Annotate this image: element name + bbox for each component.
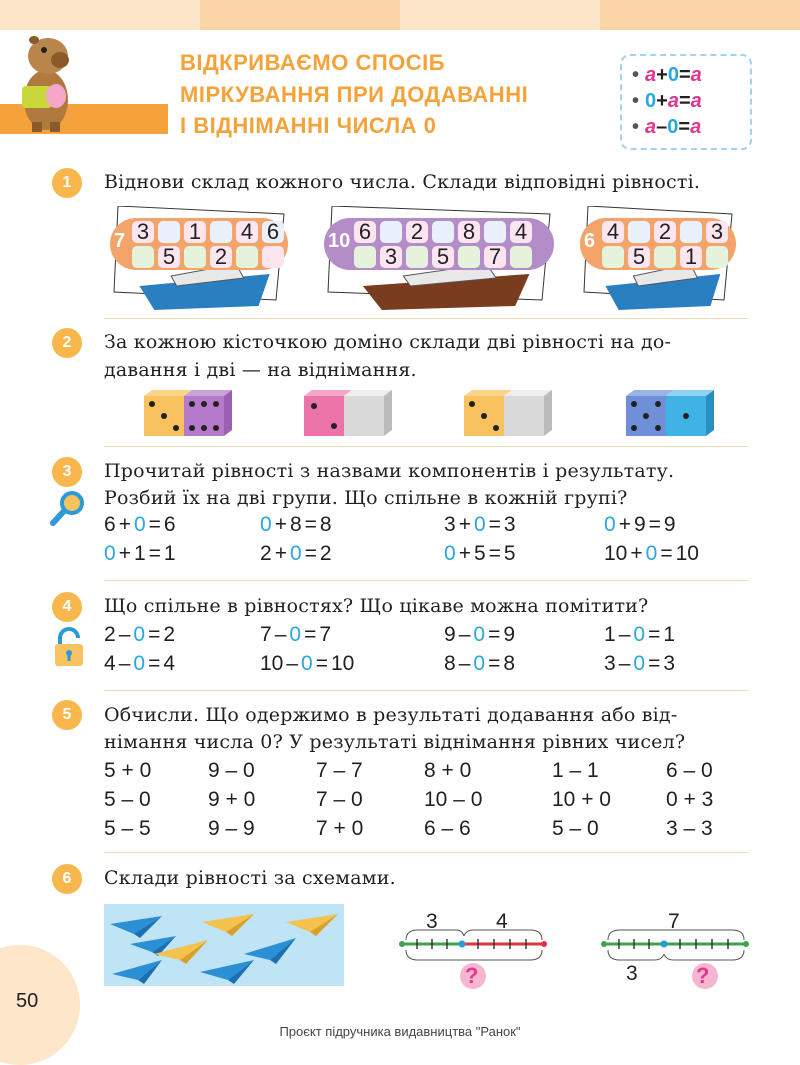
boat-1-top-cell: 4 <box>236 221 258 243</box>
lesson-title-line-2: МІРКУВАННЯ ПРИ ДОДАВАННІ <box>180 82 529 107</box>
eq-token: = <box>148 513 161 536</box>
expression: 7 – 7 <box>316 759 363 782</box>
separator-1 <box>104 318 748 319</box>
boat-1-bottom-cell <box>132 246 154 268</box>
eq-token: 7 <box>319 623 332 646</box>
top-band-3 <box>400 0 600 30</box>
scheme-1-left-label: 3 <box>426 910 438 933</box>
boat-2-top-cell: 2 <box>406 221 428 243</box>
equation <box>104 513 176 537</box>
eq-token: + <box>618 513 631 536</box>
boat-2-top-cell: 8 <box>458 221 480 243</box>
eq-token: 0 <box>604 513 616 536</box>
eq-token: + <box>274 513 287 536</box>
eq-token: = <box>648 623 661 646</box>
eq-token: 1 <box>163 542 176 565</box>
separator-5 <box>104 852 748 853</box>
eq-token: 3 <box>663 652 676 675</box>
equation <box>444 542 516 566</box>
task-4-number: 4 <box>52 592 82 622</box>
page-corner <box>0 945 80 1065</box>
eq-token: 0 <box>104 542 116 565</box>
eq-token: 3 <box>604 652 616 675</box>
eq-token: = <box>304 513 317 536</box>
task-4-text: Що спільне в рівностях? Що цікаве можна помітити? <box>104 595 649 617</box>
task-6-number: 6 <box>52 864 82 894</box>
rule-2: • 0+a=a <box>632 90 702 112</box>
eq-token: 0 <box>633 623 646 646</box>
separator-2 <box>104 446 748 447</box>
scheme-2-top-label: 7 <box>668 910 680 933</box>
boat-1-bottom-cell <box>262 246 284 268</box>
eq-token: 0 <box>473 652 486 675</box>
equation <box>444 623 515 647</box>
task-1-text: Віднови склад кожного числа. Склади відповідні рівності. <box>104 171 701 193</box>
boat-1-top-cell: 1 <box>184 221 206 243</box>
top-band-4 <box>600 0 800 30</box>
eq-token: + <box>630 542 643 565</box>
eq-token: 9 <box>503 623 516 646</box>
eq-token: 1 <box>604 623 616 646</box>
equation <box>604 542 699 566</box>
eq-token: 3 <box>503 513 516 536</box>
expression: 9 + 0 <box>208 788 256 811</box>
eq-token: – <box>274 623 287 646</box>
eq-token: 0 <box>645 542 658 565</box>
expression: 9 – 0 <box>208 759 255 782</box>
equation <box>260 652 354 676</box>
eq-token: 8 <box>319 513 332 536</box>
rule-1: • a+0=a <box>632 64 702 86</box>
equation <box>104 652 175 676</box>
expression: 5 – 5 <box>104 817 151 840</box>
boat-2-total: 10 <box>328 230 351 252</box>
eq-token: 0 <box>633 652 646 675</box>
eq-token: = <box>315 652 328 675</box>
eq-token: – <box>118 652 131 675</box>
eq-token: 0 <box>473 623 486 646</box>
scheme-1-unknown: ? <box>465 963 479 988</box>
equation <box>260 623 331 647</box>
task-5-number: 5 <box>52 700 82 730</box>
task-1-number: 1 <box>52 168 82 198</box>
eq-token: – <box>458 652 471 675</box>
expression: 8 + 0 <box>424 759 472 782</box>
expression: 6 – 6 <box>424 817 471 840</box>
boat-2-bottom-cell <box>354 246 376 268</box>
domino-1-icon <box>140 388 236 440</box>
eq-token: = <box>488 623 501 646</box>
task-2-line-2: давання і дві — на віднімання. <box>104 359 417 381</box>
boat-2-top-cell: 6 <box>354 221 376 243</box>
boat-2-top-cell: 4 <box>510 221 532 243</box>
domino-4-icon <box>622 388 718 440</box>
expression: 5 – 0 <box>552 817 599 840</box>
eq-token: 1 <box>133 542 146 565</box>
separator-4 <box>104 690 748 691</box>
eq-token: 10 <box>331 652 355 675</box>
task-3-line-1: Прочитай рівності з назвами компонентів і результату. <box>104 460 675 482</box>
boat-2-bottom-cell <box>406 246 428 268</box>
boat-2-top-cell <box>380 221 402 243</box>
top-band-2 <box>200 0 400 30</box>
boat-3-bottom-cell: 1 <box>680 246 702 268</box>
boat-3-top-cell: 3 <box>706 221 728 243</box>
eq-token: 0 <box>289 623 302 646</box>
eq-token: = <box>648 513 661 536</box>
eq-token: 8 <box>289 513 302 536</box>
boat-1-total: 7 <box>114 230 126 252</box>
paper-planes-picture <box>104 904 344 986</box>
task-5-line-1: Обчисли. Що одержимо в результаті додавання або від- <box>104 704 678 726</box>
eq-token: 2 <box>104 623 116 646</box>
boat-2-bottom-cell <box>458 246 480 268</box>
eq-token: + <box>458 513 471 536</box>
boat-1-top-cell: 3 <box>132 221 154 243</box>
boat-1-top-cell <box>210 221 232 243</box>
eq-token: 1 <box>663 623 676 646</box>
capybara-mascot-icon <box>14 34 78 134</box>
eq-token: = <box>148 542 161 565</box>
eq-token: 6 <box>163 513 176 536</box>
boat-1-bottom-cell <box>236 246 258 268</box>
boat-2-bottom-cell <box>510 246 532 268</box>
expression: 3 – 3 <box>666 817 713 840</box>
eq-token: = <box>648 652 661 675</box>
magnifier-icon <box>48 490 86 528</box>
eq-token: 4 <box>104 652 116 675</box>
eq-token: 5 <box>473 542 486 565</box>
eq-token: 2 <box>260 542 272 565</box>
eq-token: 0 <box>133 623 146 646</box>
task-5-line-2: німання числа 0? У результаті віднімання рівних чисел? <box>104 731 686 753</box>
equation <box>444 513 516 537</box>
eq-token: 0 <box>301 652 313 675</box>
boat-1-top-cell <box>158 221 180 243</box>
boat-2-bottom-cell: 5 <box>432 246 454 268</box>
eq-token: = <box>488 542 501 565</box>
expression: 7 + 0 <box>316 817 364 840</box>
eq-token: 0 <box>289 542 302 565</box>
eq-token: = <box>660 542 673 565</box>
boat-1-top-cell: 6 <box>262 221 284 243</box>
eq-token: 6 <box>104 513 116 536</box>
eq-token: 4 <box>163 652 176 675</box>
equation <box>104 623 175 647</box>
domino-2-icon <box>300 388 396 440</box>
lesson-title-line-3: І ВІДНІМАННІ ЧИСЛА 0 <box>180 113 437 138</box>
eq-token: = <box>304 623 317 646</box>
boat-3-top-cell: 4 <box>602 221 624 243</box>
page-number: 50 <box>16 990 39 1012</box>
padlock-icon <box>52 626 86 668</box>
eq-token: = <box>304 542 317 565</box>
boat-1-bottom-cell: 5 <box>158 246 180 268</box>
eq-token: – <box>286 652 299 675</box>
expression: 7 – 0 <box>316 788 363 811</box>
expression: 9 – 9 <box>208 817 255 840</box>
eq-token: 0 <box>260 513 272 536</box>
eq-token: + <box>458 542 471 565</box>
boat-1-bottom-cell <box>184 246 206 268</box>
equation <box>604 513 676 537</box>
eq-token: 3 <box>444 513 456 536</box>
boat-2-top-cell <box>432 221 454 243</box>
task-3-line-2: Розбий їх на дві групи. Що спільне в кожній групі? <box>104 487 628 509</box>
domino-3-icon <box>460 388 556 440</box>
rule-3: • a–0=a <box>632 116 702 138</box>
scheme-2-unknown: ? <box>696 963 710 988</box>
eq-token: 9 <box>444 623 456 646</box>
boat-3-bottom-cell <box>654 246 676 268</box>
boat-3-bottom-cell <box>602 246 624 268</box>
eq-token: – <box>118 623 131 646</box>
eq-token: – <box>458 623 471 646</box>
eq-token: 9 <box>633 513 646 536</box>
eq-token: = <box>148 652 161 675</box>
task-2-line-1: За кожною кісточкою доміно склади дві рівності на до- <box>104 331 672 353</box>
boat-3-top-cell <box>680 221 702 243</box>
eq-token: = <box>488 652 501 675</box>
eq-token: 5 <box>503 542 516 565</box>
eq-token: 7 <box>260 623 272 646</box>
eq-token: = <box>148 623 161 646</box>
task-2-number: 2 <box>52 328 82 358</box>
eq-token: – <box>618 623 631 646</box>
boat-2-bottom-cell: 3 <box>380 246 402 268</box>
top-band-1 <box>0 0 200 30</box>
eq-token: 2 <box>319 542 332 565</box>
eq-token: 8 <box>444 652 456 675</box>
eq-token: = <box>488 513 501 536</box>
scheme-1-right-label: 4 <box>496 910 508 933</box>
equation <box>444 652 515 676</box>
eq-token: 0 <box>473 513 486 536</box>
expression: 0 + 3 <box>666 788 714 811</box>
expression: 5 + 0 <box>104 759 152 782</box>
eq-token: + <box>118 513 131 536</box>
expression: 1 – 1 <box>552 759 599 782</box>
scheme-2-left-label: 3 <box>626 962 638 985</box>
boat-3-bottom-cell <box>706 246 728 268</box>
equation <box>260 513 332 537</box>
eq-token: 0 <box>133 513 146 536</box>
lesson-title-line-1: ВІДКРИВАЄМО СПОСІБ <box>180 50 446 75</box>
eq-token: – <box>618 652 631 675</box>
separator-3 <box>104 580 748 581</box>
boat-3-total: 6 <box>584 230 596 252</box>
expression: 5 – 0 <box>104 788 151 811</box>
eq-token: 10 <box>604 542 628 565</box>
boat-2-top-cell <box>484 221 506 243</box>
equation <box>104 542 176 566</box>
equation <box>260 542 332 566</box>
eq-token: 10 <box>675 542 699 565</box>
eq-token: 8 <box>503 652 516 675</box>
eq-token: 2 <box>163 623 176 646</box>
task-3-number: 3 <box>52 457 82 487</box>
boat-1-bottom-cell: 2 <box>210 246 232 268</box>
boat-3-top-cell: 2 <box>654 221 676 243</box>
equation <box>604 652 675 676</box>
equation <box>604 623 675 647</box>
eq-token: 0 <box>444 542 456 565</box>
expression: 10 – 0 <box>424 788 483 811</box>
task-6-text: Склади рівності за схемами. <box>104 867 396 889</box>
eq-token: 9 <box>663 513 676 536</box>
boat-3-top-cell <box>628 221 650 243</box>
rules-box <box>620 54 752 150</box>
eq-token: 0 <box>133 652 146 675</box>
eq-token: 10 <box>260 652 284 675</box>
boat-3-bottom-cell: 5 <box>628 246 650 268</box>
expression: 10 + 0 <box>552 788 611 811</box>
eq-token: + <box>118 542 131 565</box>
footer-text: Проєкт підручника видавництва "Ранок" <box>279 1024 521 1039</box>
expression: 6 – 0 <box>666 759 713 782</box>
eq-token: + <box>274 542 287 565</box>
boat-2-bottom-cell: 7 <box>484 246 506 268</box>
